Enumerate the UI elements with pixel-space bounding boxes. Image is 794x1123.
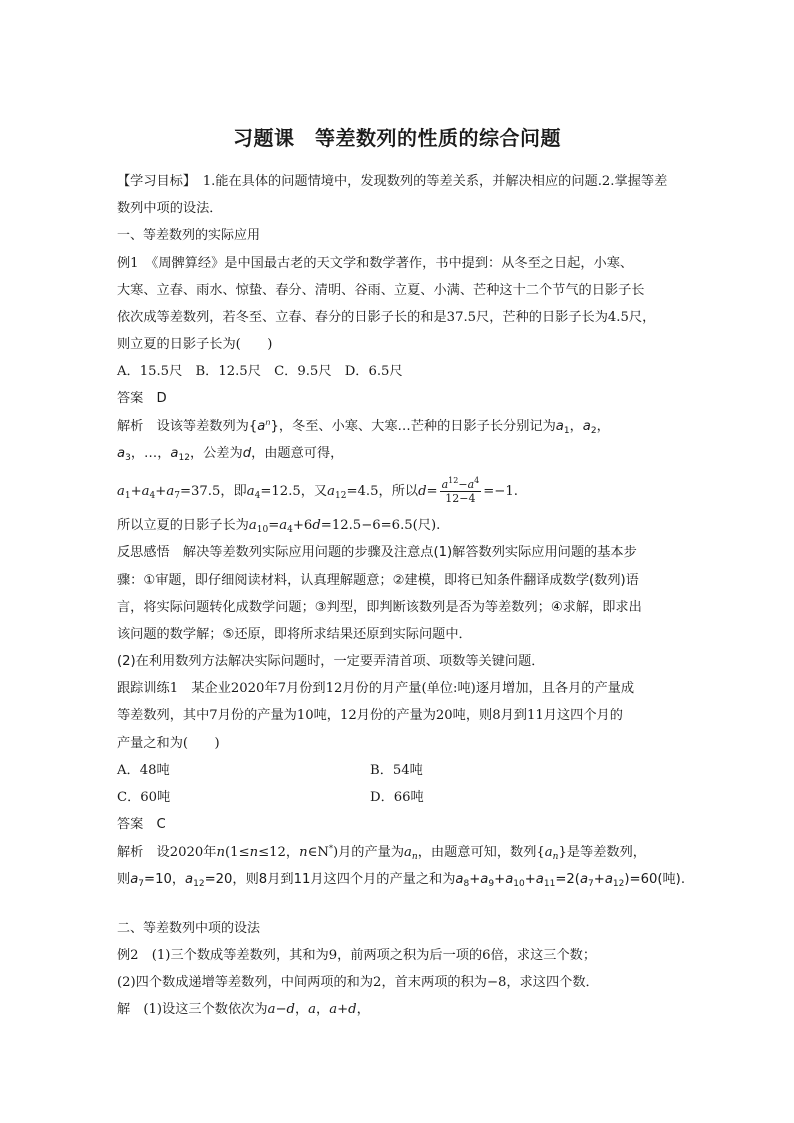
analysis-text: }，冬至、小寒、大寒…芒种的日影子长分别记为 — [270, 419, 556, 434]
analysis-text: 则 — [117, 872, 131, 887]
example-1-line-3: 依次成等差数列，若冬至、立春、春分的日影子长的和是37.5尺，芒种的日影子长为4.5尺， — [117, 310, 656, 325]
analysis-text: (1≤ — [225, 845, 250, 860]
example-1-result: 所以立夏的日影子长为$a_{10}=a_4+6d=12.5-6=6.5$(尺). — [117, 518, 441, 535]
solution-text: 解 (1)设这三个数依次为 — [117, 1002, 268, 1017]
analysis-text: ≤12， — [258, 845, 300, 860]
analysis-text: =20，则8月到11月这四个月的产量之和为 — [204, 872, 456, 887]
equation-text: =−1. — [483, 484, 518, 499]
practice-1-analysis-line-2: 则$a_7=10$，$a_{12}=20$，则8月到11月这四个月的产量之和为$a_8+a_9+a_{10}+a_{11}=2(a_7+a_{12})=60$(吨). — [117, 872, 686, 889]
section-2-heading: 二、等差数列中项的设法 — [117, 921, 261, 936]
analysis-text: 解析 设2020年 — [117, 845, 217, 860]
equation-text: =37.5，即 — [179, 484, 247, 499]
learning-goals-line-2: 数列中项的设法． — [117, 201, 223, 216]
example-2-solution: 解 (1)设这三个数依次为a−d，a，a+d， — [117, 1002, 370, 1017]
analysis-label: 解析 — [117, 419, 144, 434]
reflection-line-3: 言，将实际问题转化成数学问题；③判型，即判断该数列是否为等差数列；④求解，即求出 — [117, 600, 642, 615]
example-1-line-4: 则立夏的日影子长为( ) — [117, 337, 273, 352]
result-text: =12.5−6=6.5(尺). — [320, 518, 441, 533]
fraction-denominator: 12−4 — [445, 492, 476, 505]
page-title: 习题课 等差数列的性质的综合问题 — [233, 126, 561, 150]
example-1-line-2: 大寒、立春、雨水、惊蛰、春分、清明、谷雨、立夏、小满、芒种这十二个节气的日影子长 — [117, 283, 645, 298]
analysis-text: ，公差为 — [189, 446, 243, 461]
example-2-line-1: 例2 (1)三个数成等差数列，其和为9，前两项之积为后一项的6倍，求这三个数； — [117, 948, 597, 963]
example-1-answer: 答案 D — [117, 391, 167, 406]
fraction: $\frac{a^{12}-a^4}{12-4}$ — [441, 476, 480, 505]
learning-goals-line-1: 【学习目标】 1.能在具体的问题情境中，发现数列的等差关系，并解决相应的问题.2.掌握等差 — [117, 174, 668, 189]
reflection-line-2: 骤：①审题，即仔细阅读材料，认真理解题意；②建模，即将已知条件翻译成数学(数列)语 — [117, 573, 639, 588]
example-2-line-2: (2)四个数成递增等差数列，中间两项的和为2，首末两项的积为−8，求这四个数． — [117, 975, 599, 990]
analysis-text: 设该等差数列为{ — [156, 419, 258, 434]
practice-1-option-a: A．48吨 — [117, 763, 170, 778]
reflection-line-1: 反思感悟 解决等差数列实际应用问题的步骤及注意点(1)解答数列实际应用问题的基本步 — [117, 545, 637, 560]
analysis-text: ，由题意可知，数列{ — [417, 845, 545, 860]
practice-1-line-3: 产量之和为( ) — [117, 736, 220, 751]
equation-text: =12.5，又 — [260, 484, 328, 499]
example-1-line-1: 例1 《周髀算经》是中国最古老的天文学和数学著作，书中提到：从冬至之日起，小寒、 — [117, 256, 634, 271]
analysis-text: )月的产量为 — [332, 845, 405, 860]
example-1-options: A．15.5尺 B．12.5尺 C．9.5尺 D．6.5尺 — [117, 364, 403, 379]
reflection-line-5: (2)在利用数列方法解决实际问题时，一定要弄清首项、项数等关键问题． — [117, 654, 545, 669]
reflection-line-4: 该问题的数学解；⑤还原，即将所求结果还原到实际问题中． — [117, 627, 472, 642]
analysis-text: =10， — [144, 872, 186, 887]
practice-1-option-d: D．66吨 — [370, 790, 424, 805]
analysis-text: }是等差数列， — [558, 845, 646, 860]
section-1-heading: 一、等差数列的实际应用 — [117, 228, 261, 243]
practice-1-option-b: B．54吨 — [370, 763, 423, 778]
fraction-numerator: − — [458, 478, 468, 491]
practice-1-line-1: 跟踪训练1 某企业2020年7月份到12月份的月产量(单位:吨)逐月增加，且各月的产量成 — [117, 681, 635, 696]
equation-text: =4.5，所以 — [346, 484, 419, 499]
analysis-text: )=60(吨). — [624, 872, 686, 887]
example-1-equation: $a_1+a_4+a_7=37.5$，即$a_4=12.5$，又$a_{12}=4.5$，所以d= $\frac{a^{12}-a^4}{12-4}$ =−1. — [117, 476, 518, 505]
practice-1-answer: 答案 C — [117, 817, 166, 832]
practice-1-option-c: C．60吨 — [117, 790, 171, 805]
example-1-analysis-line-1: 解析 设该等差数列为$\{a^n\}$，冬至、小寒、大寒…芒种的日影子长分别记为$a_1$，$a_2$， — [117, 418, 610, 436]
result-text: 所以立夏的日影子长为 — [117, 518, 249, 533]
practice-1-line-2: 等差数列，其中7月份的产量为10吨，12月份的产量为20吨，则8月到11月这四个月的 — [117, 708, 623, 723]
analysis-text: ∈N — [307, 845, 329, 860]
analysis-text: =2( — [555, 872, 580, 887]
practice-1-analysis-line-1: 解析 设2020年n(1≤n≤12，n∈N*)月的产量为$a_n$，由题意可知，数列$\{a_n\}$是等差数列， — [117, 844, 646, 862]
example-1-analysis-line-2: $a_3$，…，$a_{12}$，公差为d，由题意可得， — [117, 446, 344, 463]
